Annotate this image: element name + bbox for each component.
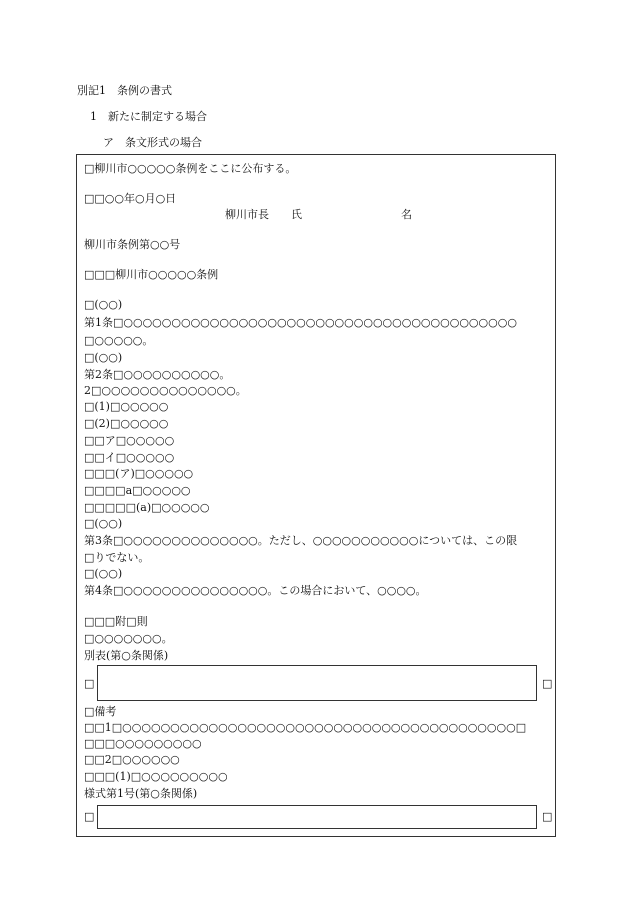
article-line: 第4条□○○○○○○○○○○○○○○○。この場合において、○○○○。: [84, 584, 427, 597]
article-line: □りでない。: [84, 551, 150, 564]
article-line: □□□□a□○○○○○: [84, 484, 191, 497]
form-left-marker: □: [84, 810, 95, 823]
supplementary-heading: □□□附□則: [84, 615, 148, 628]
remarks-heading: □備考: [84, 705, 117, 718]
header-line-2: 1 新たに制定する場合: [90, 110, 207, 123]
header-line-1: 別記1 条例の書式: [77, 84, 172, 97]
article-line: □(○○): [84, 298, 123, 311]
article-line: □(○○): [84, 567, 123, 580]
table-right-marker: □: [542, 677, 553, 690]
article-line: □(○○): [84, 517, 123, 530]
supplementary-line: □○○○○○○○。: [84, 632, 173, 645]
remarks-line: □□2□○○○○○○: [84, 753, 180, 766]
article-line: □□ア□○○○○○: [84, 434, 175, 447]
article-line: □□□(ア)□○○○○○: [84, 467, 194, 480]
article-line: □(1)□○○○○○: [84, 400, 169, 413]
form-right-marker: □: [542, 810, 553, 823]
mayor-title: 柳川市長 氏: [225, 208, 302, 221]
table-left-marker: □: [84, 677, 95, 690]
article-line: □○○○○○。: [84, 334, 154, 347]
article-line: □□イ□○○○○○: [84, 451, 175, 464]
remarks-line: □□1□○○○○○○○○○○○○○○○○○○○○○○○○○○○○○○○○○○○○○○○○○□: [84, 721, 527, 734]
article-line: 第2条□○○○○○○○○○○。: [84, 368, 231, 381]
ordinance-format-frame: [76, 154, 556, 837]
appendix-table-box: [97, 665, 537, 701]
form-box: [97, 805, 537, 829]
promulgation-line: □柳川市○○○○○条例をここに公布する。: [84, 162, 297, 175]
article-line: 第1条□○○○○○○○○○○○○○○○○○○○○○○○○○○○○○○○○○○○○○○○○○: [84, 316, 517, 329]
date-line: □□○○年○月○日: [84, 192, 177, 205]
ordinance-title: □□□柳川市○○○○○条例: [84, 268, 219, 281]
appendix-table-heading: 別表(第○条関係): [84, 649, 169, 662]
ordinance-number: 柳川市条例第○○号: [84, 238, 181, 251]
article-line: □□□□□(a)□○○○○○: [84, 501, 210, 514]
header-line-3: ア 条文形式の場合: [103, 136, 202, 149]
remarks-line: □□□○○○○○○○○○: [84, 737, 202, 750]
form-heading: 様式第1号(第○条関係): [84, 787, 198, 800]
mayor-name: 名: [401, 208, 412, 221]
article-line: □(○○): [84, 351, 123, 364]
article-line: 2□○○○○○○○○○○○○○○。: [84, 384, 247, 397]
article-line: 第3条□○○○○○○○○○○○○○○。ただし、○○○○○○○○○○○については、この限: [84, 534, 518, 547]
remarks-line: □□□(1)□○○○○○○○○○: [84, 770, 228, 783]
article-line: □(2)□○○○○○: [84, 417, 169, 430]
